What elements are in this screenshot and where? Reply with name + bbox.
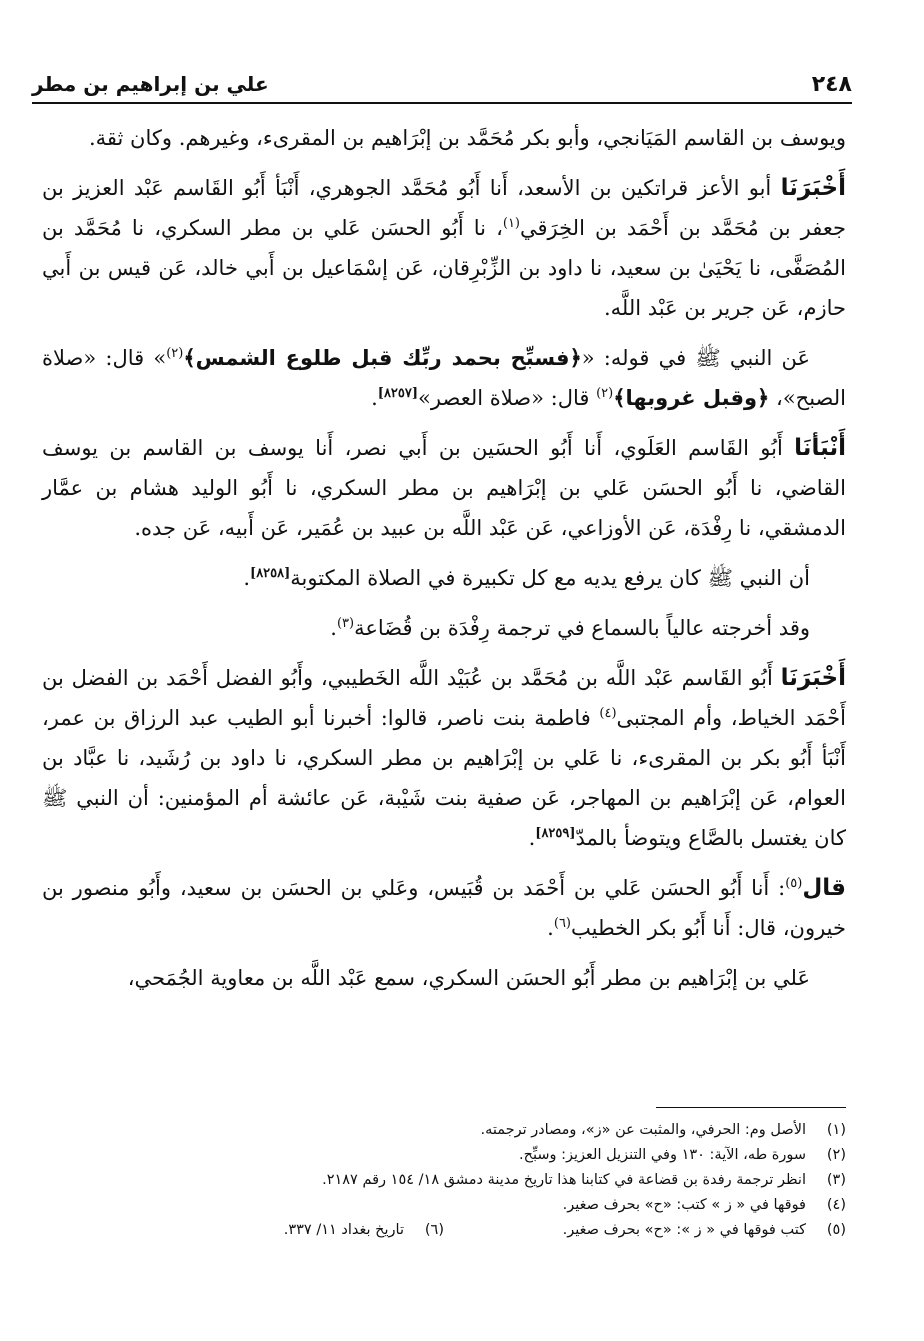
footnote-number: (٦) <box>424 1222 444 1238</box>
paragraph-text: . <box>243 566 251 590</box>
paragraph-8 <box>42 868 846 948</box>
paragraph-lead: أَخْبَرَنَا <box>780 175 846 201</box>
paragraph-3 <box>42 338 846 418</box>
paragraph-7 <box>42 658 846 858</box>
paragraph-5 <box>42 558 846 598</box>
footnote-item <box>42 1168 846 1193</box>
paragraph-text: أَبُو القَاسم العَلَوي، أَنا أَبُو الحسَين بن أَبي نصر، أَنا يوسف بن القاسم بن يوسف القاضي، نا أَبُو الحسَن عَلي بن إبْرَاهيم بن مطر السكري، نا أَبُو الوليد هشام بن عمَّار الدمشقي، نا رِفْدَة، عَن الأوزاعي، عَن عَبْد اللَّه بن عبيد بن عُمَير، عَن أَبيه، عَن جده. <box>42 436 846 540</box>
footnote-number: (٥) <box>826 1222 846 1238</box>
paragraph-text: أَبُو القَاسم عَبْد اللَّه بن مُحَمَّد بن عُبَيْد اللَّه الخَطيبي، وأَبُو الفضل أَحْمَد بن الفضل بن أَحْمَد الخياط، وأم المجتبى <box>42 666 846 730</box>
footnote-pair <box>42 1218 846 1243</box>
running-title: علي بن إبراهيم بن مطر <box>32 72 269 96</box>
paragraph-text: . <box>330 616 337 640</box>
paragraph-text: أن النبي ﷺ كان يرفع يديه مع كل تكبيرة في الصلاة المكتوبة <box>290 566 810 590</box>
paragraph-text: ، نا أَبُو الحسَن عَلي بن مطر السكري، نا مُحَمَّد بن المُصَفَّى، نا يَحْيَىٰ بن سعيد، نا داود بن الزِّبْرِقان، عَن إسْمَاعيل بن أَبي خالد، عَن قيس بن أَبي حازم، عَن جرير بن عَبْد اللَّه. <box>42 216 846 320</box>
footnote-text: تاريخ بغداد ١١/ ٣٣٧. <box>283 1222 404 1238</box>
paragraph-lead: أَنْبَأنَا <box>794 435 846 461</box>
footnote-item <box>42 1143 846 1168</box>
footnote-item <box>42 1118 846 1143</box>
footnote-ref: (٤) <box>599 706 617 721</box>
paragraph-text: » قال: «صلاة الصبح»، <box>42 346 846 410</box>
paragraph-text: . <box>547 916 554 940</box>
footnote-separator <box>656 1107 846 1108</box>
page-number: ٢٤٨ <box>811 71 852 97</box>
footnote-ref: (٢) <box>166 346 184 361</box>
paragraph-9: عَلي بن إبْرَاهيم بن مطر أَبُو الحسَن السكري، سمع عَبْد اللَّه بن معاوية الجُمَحي، <box>127 966 810 990</box>
quran-quote: ﴿وقبل غروبها﴾ <box>613 386 770 410</box>
footnote-number: (٣) <box>826 1172 846 1188</box>
footnote-ref: (٥) <box>785 876 803 891</box>
footnotes <box>42 1118 846 1243</box>
hadith-number: [٨٢٥٧] <box>377 386 419 401</box>
paragraph-text: عَن النبي ﷺ في قوله: « <box>581 346 810 370</box>
paragraph-1: ويوسف بن القاسم المَيَانجي، وأبو بكر مُحَمَّد بن إبْرَاهيم بن المقرىء، وغيرهم. وكان ثقة. <box>88 126 846 150</box>
footnote-text: كتب فوقها في « ز »: «ح» بحرف صغير. <box>562 1222 806 1238</box>
main-text <box>42 118 846 1008</box>
footnote-ref: (٣) <box>336 616 355 631</box>
footnote-ref: (٢) <box>596 386 614 401</box>
hadith-number: [٨٢٥٨] <box>250 566 291 581</box>
paragraph-6 <box>42 608 846 648</box>
paragraph-text: فاطمة بنت ناصر، قالوا: أخبرنا أبو الطيب عبد الرزاق بن عمر، أَنْبَأ أَبُو بكر بن المقرىء، نا عَلي بن إبْرَاهيم بن مطر السكري، نا داود بن رُشَيد، نا عبَّاد بن العوام، عَن إبْرَاهيم بن المهاجر، عَن صفية بنت شَيْبة، عَن عائشة أم المؤمنين: أن النبي ﷺ كان يغتسل بالصَّاع ويتوضأ بالمدّ <box>42 706 846 850</box>
paragraph-2 <box>42 168 846 328</box>
footnote-text: سورة طه، الآية: ١٣٠ وفي التنزيل العزيز: وسبِّح. <box>519 1147 806 1163</box>
footnote-ref: (٦) <box>553 916 571 931</box>
footnote-number: (١) <box>826 1122 846 1138</box>
paragraph-lead: قال <box>802 875 846 901</box>
footnote-text: فوقها في « ز » كتب: «ح» بحرف صغير. <box>562 1197 806 1213</box>
paragraph-text: وقد أخرجته عالياً بالسماع في ترجمة رِفْدَة بن قُضَاعة <box>354 616 810 640</box>
footnote-item <box>42 1218 444 1243</box>
paragraph-text: . <box>371 386 378 410</box>
quran-quote: ﴿فسبِّح بحمد ربِّك قبل طلوع الشمس﴾ <box>183 346 582 370</box>
hadith-number: [٨٢٥٩] <box>535 826 576 841</box>
paragraph-lead: أَخْبَرَنَا <box>780 665 846 691</box>
paragraph-text: : أَنا أَبُو الحسَن عَلي بن أَحْمَد بن قُبَيس، وعَلي بن الحسَن بن سعيد، وأَبُو منصور بن خيرون، قال: أَنا أَبُو بكر الخطيب <box>42 876 846 940</box>
paragraph-text: أبو الأعز قراتكين بن الأسعد، أَنا أَبُو مُحَمَّد الجوهري، أَنْبَأ أَبُو القَاسم عَبْد العزيز بن جعفر بن مُحَمَّد بن أَحْمَد بن الخِرَقي <box>42 176 846 240</box>
footnote-number: (٤) <box>826 1197 846 1213</box>
footnote-number: (٢) <box>826 1147 846 1163</box>
footnote-item <box>42 1193 846 1218</box>
paragraph-text: . <box>528 826 536 850</box>
footnote-text: الأصل وم: الحرفي، والمثبت عن «ز»، ومصادر ترجمته. <box>480 1122 806 1138</box>
footnote-text: انظر ترجمة رفدة بن قضاعة في كتابنا هذا تاريخ مدينة دمشق ١٨/ ١٥٤ رقم ٢١٨٧. <box>322 1172 806 1188</box>
page-header <box>32 66 852 104</box>
footnote-item <box>444 1218 846 1243</box>
paragraph-4 <box>42 428 846 548</box>
footnote-ref: (١) <box>502 216 520 231</box>
paragraph-text: قال: «صلاة العصر» <box>418 386 597 410</box>
